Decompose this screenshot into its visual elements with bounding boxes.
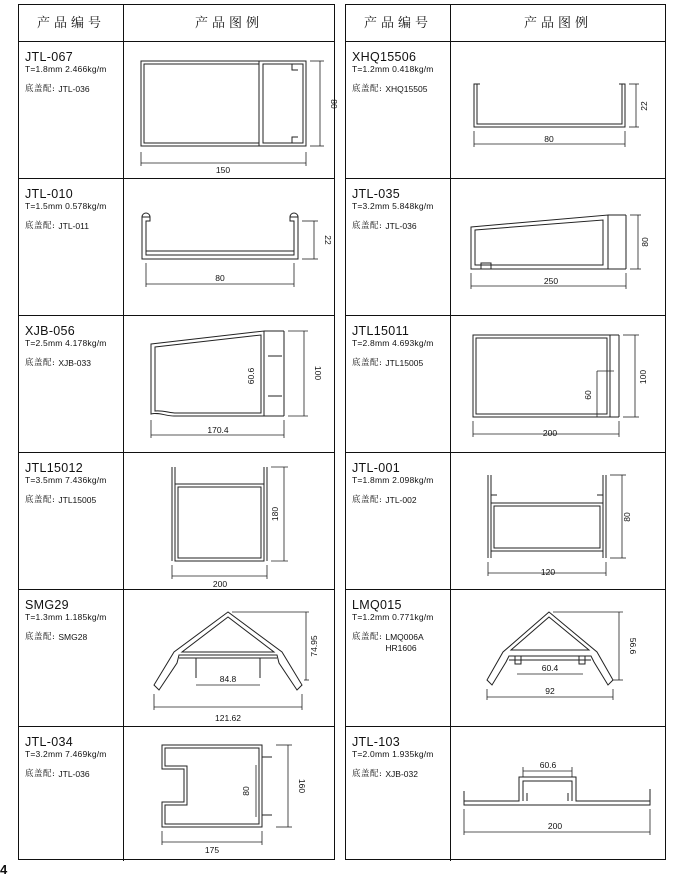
product-spec: T=2.8mm 4.693kg/m <box>352 338 434 348</box>
cover-match <box>25 84 123 95</box>
profile-drawing <box>124 316 336 453</box>
product-row <box>346 453 665 590</box>
product-spec: T=1.8mm 2.098kg/m <box>352 475 434 485</box>
product-info <box>19 590 124 726</box>
product-code: JTL-067 <box>25 50 73 64</box>
cover-match <box>352 495 450 506</box>
profile-drawing <box>451 179 667 316</box>
product-info <box>19 42 124 178</box>
product-code: XHQ15506 <box>352 50 417 64</box>
profile-drawing <box>451 42 667 179</box>
product-spec: T=1.2mm 0.771kg/m <box>352 612 434 622</box>
dimension-label: 80 <box>329 99 339 109</box>
cover-value: JTL15005 <box>58 495 97 505</box>
profile-drawing-cell <box>451 453 665 589</box>
cover-label: 底盖配: <box>352 495 383 505</box>
code-column-header: 产品编号 <box>346 5 451 42</box>
product-row <box>19 42 339 179</box>
cover-value: JTL-011 <box>58 221 89 231</box>
dimension-label: 22 <box>323 235 333 245</box>
dimension-label: 84.8 <box>219 674 237 684</box>
product-row <box>346 179 665 316</box>
product-spec: T=3.2mm 7.469kg/m <box>25 749 107 759</box>
product-spec: T=1.5mm 0.578kg/m <box>25 201 107 211</box>
dimension-label: 200 <box>542 428 558 438</box>
dimension-label: 180 <box>270 506 280 522</box>
dimension-label: 56.6 <box>628 637 638 655</box>
dimension-label: 100 <box>313 365 323 381</box>
profile-drawing <box>124 727 336 861</box>
product-row <box>19 727 334 861</box>
product-row <box>19 179 334 316</box>
code-column-header: 产品编号 <box>19 5 124 42</box>
profile-drawing-cell <box>124 316 334 452</box>
product-row <box>19 590 334 727</box>
dimension-label: 92 <box>545 686 555 696</box>
dimension-label: 100 <box>638 369 648 385</box>
product-code: JTL15012 <box>25 461 83 475</box>
product-code: JTL-034 <box>25 735 73 749</box>
cover-label: 底盖配: <box>25 221 56 231</box>
cover-value: JTL-036 <box>58 84 90 94</box>
product-code: JTL-001 <box>352 461 400 475</box>
product-spec: T=2.0mm 1.935kg/m <box>352 749 434 759</box>
dimension-label: 200 <box>547 821 563 831</box>
cover-label: 底盖配: <box>25 84 56 94</box>
cover-label: 底盖配: <box>25 769 56 779</box>
dimension-label: 170.4 <box>207 425 229 435</box>
cover-label: 底盖配: <box>352 358 383 368</box>
cover-match <box>25 632 123 643</box>
dimension-label: 74.95 <box>309 635 319 657</box>
product-info <box>346 727 451 861</box>
product-spec: T=2.5mm 4.178kg/m <box>25 338 107 348</box>
cover-label: 底盖配: <box>352 221 383 231</box>
cover-value: SMG28 <box>58 632 88 642</box>
profile-drawing-cell <box>451 727 665 861</box>
dimension-label: 80 <box>622 512 632 522</box>
profile-drawing <box>451 727 667 861</box>
product-info <box>346 179 451 315</box>
product-info <box>19 179 124 315</box>
cover-value: JTL-002 <box>385 495 417 505</box>
product-row <box>346 590 665 727</box>
cover-value: JTL-036 <box>385 221 417 231</box>
cover-label: 底盖配: <box>25 495 56 505</box>
cover-match <box>25 358 123 369</box>
dimension-label: 150 <box>215 165 231 175</box>
product-code: LMQ015 <box>352 598 402 612</box>
dimension-label: 160 <box>297 778 307 794</box>
drawing-column-header: 产品图例 <box>194 16 263 31</box>
profile-drawing-cell <box>124 179 334 315</box>
cover-label: 底盖配: <box>352 84 383 94</box>
product-code: SMG29 <box>25 598 69 612</box>
page-number: 4 <box>0 862 8 876</box>
cover-match <box>352 769 450 780</box>
product-info <box>346 316 451 452</box>
product-info <box>346 590 451 726</box>
product-spec: T=1.3mm 1.185kg/m <box>25 612 107 622</box>
cover-label: 底盖配: <box>25 358 56 368</box>
dimension-label: 60.4 <box>541 663 559 673</box>
cover-value: XJB-033 <box>58 358 91 368</box>
profile-drawing-cell <box>451 179 665 315</box>
product-code: JTL-035 <box>352 187 400 201</box>
profile-drawing <box>451 316 667 453</box>
cover-match <box>25 769 123 780</box>
dimension-label: 175 <box>204 845 220 855</box>
dimension-label: 120 <box>540 567 556 577</box>
product-info <box>19 727 124 861</box>
cover-match <box>352 632 450 654</box>
profile-drawing-cell <box>124 727 334 861</box>
cover-value: JTL15005 <box>385 358 424 368</box>
dimension-label: 80 <box>640 237 650 247</box>
dimension-label: 121.62 <box>215 713 241 723</box>
product-spec: T=1.8mm 2.466kg/m <box>25 64 107 74</box>
left-product-table <box>18 4 339 860</box>
cover-label: 底盖配: <box>25 632 56 642</box>
drawing-column-header: 产品图例 <box>523 16 592 31</box>
dimension-label: 250 <box>543 276 559 286</box>
right-product-table <box>345 4 666 860</box>
cover-label: 底盖配: <box>352 632 383 642</box>
product-row <box>19 453 334 590</box>
product-info <box>346 453 451 589</box>
profile-drawing-cell <box>124 42 339 178</box>
profile-drawing <box>451 590 667 727</box>
profile-drawing-cell <box>451 590 665 726</box>
dimension-label: 60.6 <box>246 367 256 385</box>
profile-drawing <box>124 179 336 316</box>
dimension-label: 22 <box>639 101 649 111</box>
product-info <box>19 316 124 452</box>
product-code: XJB-056 <box>25 324 76 338</box>
cover-match <box>352 221 450 232</box>
cover-value: XHQ15505 <box>385 84 428 94</box>
dimension-label: 60.6 <box>539 760 557 770</box>
profile-drawing <box>124 453 336 590</box>
dimension-label: 60 <box>583 390 593 400</box>
cover-value: JTL-036 <box>58 769 90 779</box>
dimension-label: 80 <box>544 134 554 144</box>
dimension-label: 80 <box>241 786 251 796</box>
product-info <box>346 42 451 178</box>
cover-match <box>25 221 123 232</box>
product-spec: T=1.2mm 0.418kg/m <box>352 64 434 74</box>
product-row <box>346 727 665 861</box>
profile-drawing <box>124 42 339 179</box>
product-code: JTL-103 <box>352 735 400 749</box>
dimension-label: 80 <box>215 273 225 283</box>
product-code: JTL15011 <box>352 324 410 338</box>
profile-drawing <box>124 590 336 727</box>
cover-value: LMQ006A HR1606 <box>385 632 424 653</box>
cover-match <box>352 84 450 95</box>
dimension-label: 200 <box>212 579 228 589</box>
cover-label: 底盖配: <box>352 769 383 779</box>
product-spec: T=3.2mm 5.848kg/m <box>352 201 434 211</box>
product-row <box>19 316 334 453</box>
product-info <box>19 453 124 589</box>
product-row <box>346 316 665 453</box>
product-spec: T=3.5mm 7.436kg/m <box>25 475 107 485</box>
profile-drawing-cell <box>451 42 665 178</box>
table-header <box>346 5 665 42</box>
product-code: JTL-010 <box>25 187 73 201</box>
cover-match <box>352 358 450 369</box>
cover-match <box>25 495 123 506</box>
product-row <box>346 42 665 179</box>
profile-drawing-cell <box>451 316 665 452</box>
table-header <box>19 5 334 42</box>
profile-drawing-cell <box>124 453 334 589</box>
profile-drawing <box>451 453 667 590</box>
cover-value: XJB-032 <box>385 769 418 779</box>
profile-drawing-cell <box>124 590 334 726</box>
